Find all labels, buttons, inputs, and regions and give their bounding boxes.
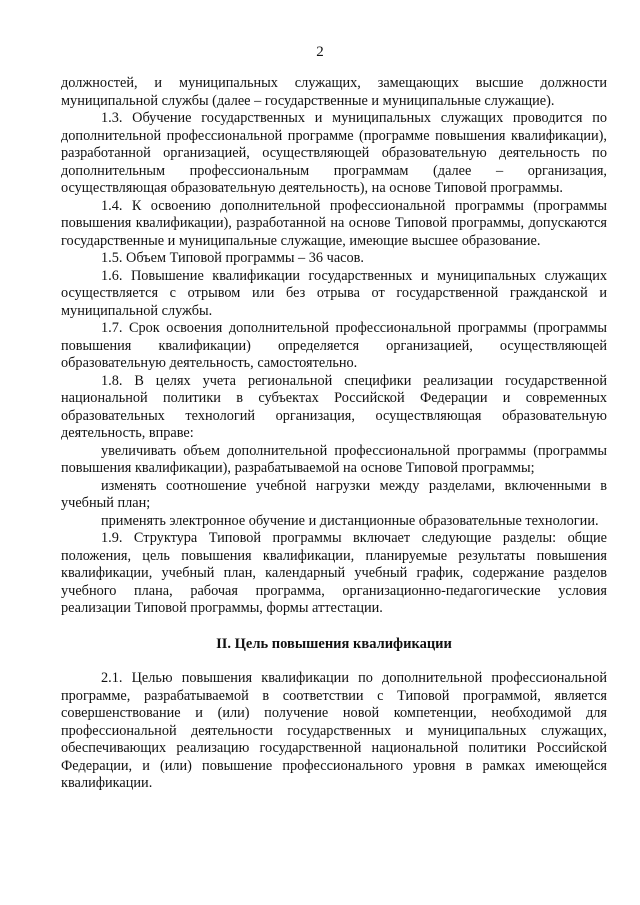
- paragraph-1-7: 1.7. Срок освоения дополнительной профессиональной программы (программы повышения квалификации) определяется организацией, осуществляющей образовательную деятельность, самостоятельно.: [61, 320, 607, 371]
- list-item-increase: увеличивать объем дополнительной профессиональной программы (программы повышения квалификации), разрабатываемой на основе Типовой программы;: [61, 442, 607, 476]
- paragraph-1-4: 1.4. К освоению дополнительной профессиональной программы (программы повышения квалификации), разработанной на основе Типовой программы, допускаются государственные и муниципальные служащие, имеющие высшее образование.: [61, 197, 607, 249]
- paragraph-continuation: должностей, и муниципальных служащих, замещающих высшие должности муниципальной службы (далее – государственные и муниципальные служащие).: [61, 75, 607, 109]
- paragraph-1-9: 1.9. Структура Типовой программы включает следующие разделы: общие положения, цель повышения квалификации, планируемые результаты повышения квалификации, учебный план, календарный учебный график, содержание разделов учебного плана, рабочая программа, организационно-педагогические условия реализации Типовой программы, формы аттестации.: [61, 530, 607, 616]
- paragraph-1-3: 1.3. Обучение государственных и муниципальных служащих проводится по дополнительной профессиональной программе (программе повышения квалификации), разработанной организацией, осуществляющей образовательную деятельность по дополнительным профессиональным программам (далее – организация, осуществляющая образовательную деятельность), на основе Типовой программы.: [61, 110, 607, 196]
- paragraph-2-1: 2.1. Целью повышения квалификации по дополнительной профессиональной программе, разрабатываемой в соответствии с Типовой программой, является совершенствование и (или) получение новой компетенции, необходимой для профессиональной деятельности государственных и муниципальных служащих, обеспечивающих реализацию государственной национальной политики Российской Федерации, и (или) повышение профессионального уровня в рамках имеющейся квалификации.: [61, 670, 607, 791]
- paragraph-1-8: 1.8. В целях учета региональной специфики реализации государственной национальной политики в субъектах Российской Федерации и современных образовательных технологий организация, осуществляющая образовательную деятельность, вправе:: [61, 372, 607, 441]
- paragraph-1-5: 1.5. Объем Типовой программы – 36 часов.: [101, 250, 365, 266]
- page-number: 2: [316, 44, 324, 60]
- document-body: [61, 75, 607, 793]
- list-item-apply: применять электронное обучение и дистанционные образовательные технологии.: [101, 512, 599, 529]
- section-heading: II. Цель повышения квалификации: [216, 635, 452, 652]
- paragraph-1-6: 1.6. Повышение квалификации государственных и муниципальных служащих осуществляется с отрывом или без отрыва от государственной гражданской и муниципальной службы.: [61, 267, 607, 319]
- list-item-change: изменять соотношение учебной нагрузки между разделами, включенными в учебный план;: [61, 477, 607, 511]
